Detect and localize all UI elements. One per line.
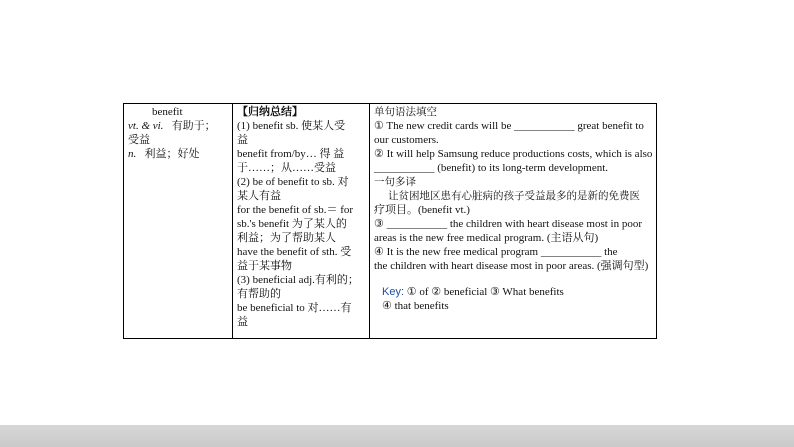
answer-key-line-1 [382,285,652,299]
noun-meaning: 利益；好处 [144,148,200,160]
summary-line: (2) be of benefit to sb. 对 [237,176,349,188]
summary-line: 益 [237,316,248,328]
translate-sentence: 让贫困地区患有心脏病的孩子受益最多的是新的免费医 [388,190,640,202]
summary-line: (3) beneficial adj.有利的； [237,274,359,286]
question-4-line-b: the children with heart disease most in poor areas. (强调句型) [374,260,649,272]
summary-line: 益于某事物 [237,260,292,272]
question-2-line-a: ② It will help Samsung reduce productions costs, which is also [374,148,653,160]
table-row [124,104,657,339]
question-3-line-a: ③ ___________ the children with heart disease most in poor [374,218,643,230]
answer-key-line-2: ④ that benefits [382,300,449,312]
headword: benefit [152,106,183,118]
question-2-line-b: ___________ (benefit) to its long-term development. [374,162,609,174]
summary-line: be beneficial to 对……有 [237,302,352,314]
question-4-line-a: ④ It is the new free medical program ___________ the [374,246,618,258]
summary-line: 益 [237,134,248,146]
header-band [0,0,794,38]
answer-key-label: Key: [382,286,405,298]
verb-meaning-b: 受益 [128,134,150,146]
summary-line: for the benefit of sb.＝ for [237,204,354,216]
summary-line: 利益；为了帮助某人 [237,232,336,244]
summary-line: benefit from/by… 得 益 [237,148,345,160]
word-cell [124,104,233,339]
pos-verb: vt. & vi. [128,120,164,132]
answer-key-text-1: ① of ② beneficial ③ What benefits [404,286,564,298]
answer-key [374,285,652,313]
summary-line: 某人有益 [237,190,281,202]
summary-line: 于……；从……受益 [237,162,336,174]
summary-header: 【归纳总结】 [237,105,303,118]
footer-bar [0,425,794,447]
vocabulary-table [123,103,657,339]
question-1-line-a: ① The new credit cards will be ___________ great benefit to [374,120,644,132]
summary-cell [233,104,370,339]
summary-line: (1) benefit sb. 使某人受 [237,120,346,132]
summary-line: 有帮助的 [237,288,281,300]
exercise-header: 单句语法填空 [374,106,437,118]
question-3-line-b: areas is the new free medical program. (主语从句) [374,232,599,244]
question-1-line-b: our customers. [374,134,439,146]
noun-definition [128,147,228,161]
summary-line: have the benefit of sth. 受 [237,246,352,258]
translate-sentence-b: 疗项目。(benefit vt.) [374,204,470,216]
verb-definition [128,119,228,133]
pos-noun: n. [128,148,137,160]
exercise-cell [370,104,657,339]
translate-header: 一句多译 [374,176,416,188]
verb-meaning-a: 有助于； [171,120,216,132]
summary-line: sb.'s benefit 为了某人的 [237,218,347,230]
